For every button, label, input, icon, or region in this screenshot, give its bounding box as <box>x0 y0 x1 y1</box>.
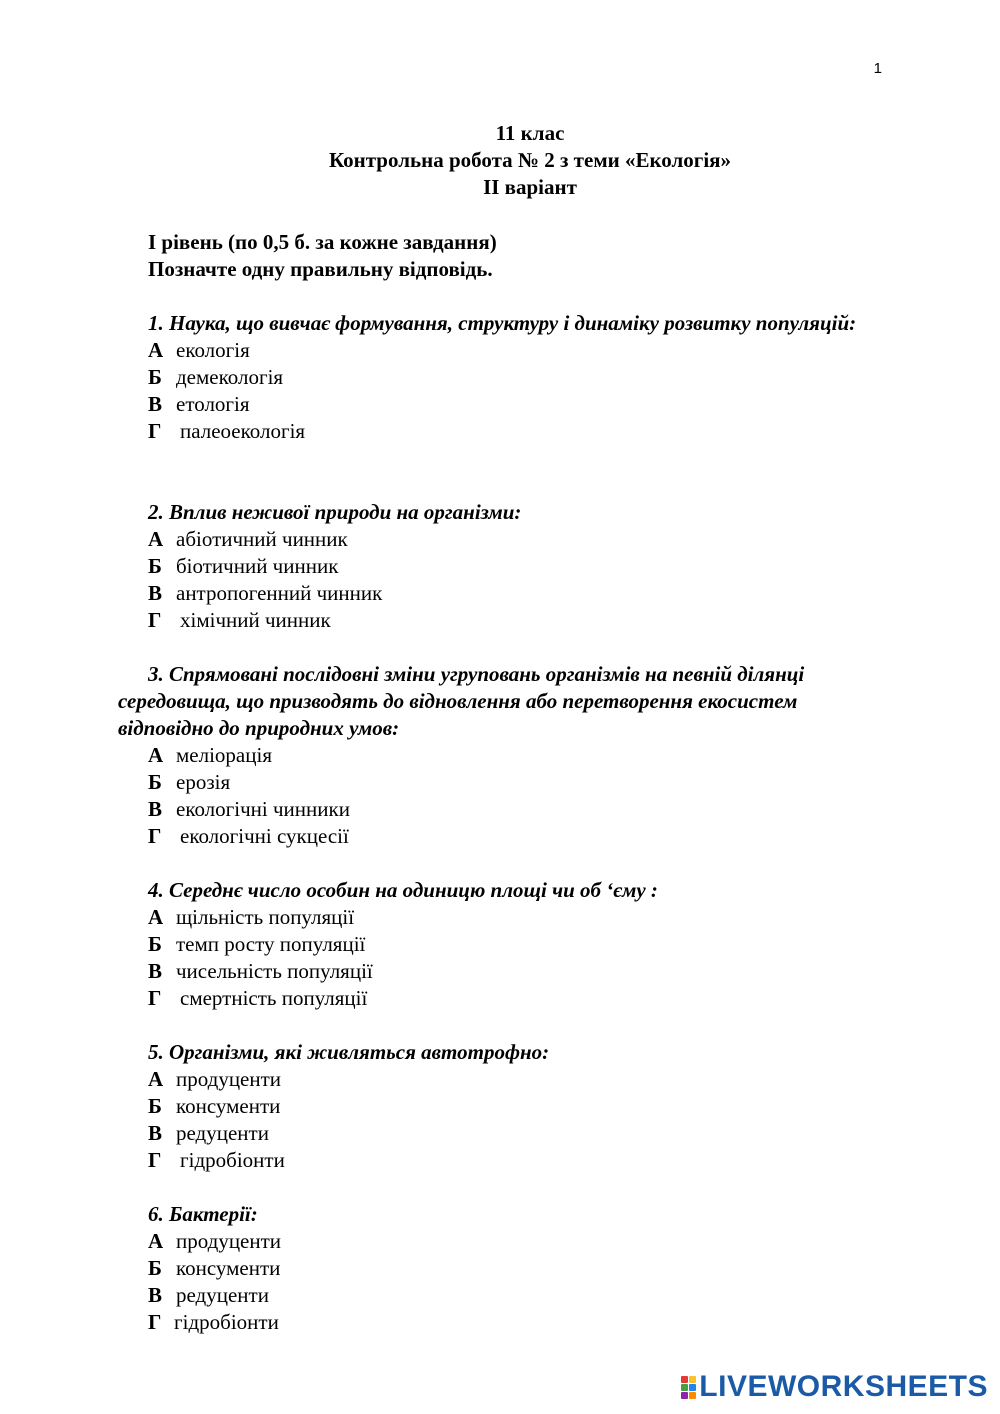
answer-option-a[interactable]: А продуценти <box>148 1067 282 1091</box>
answer-option-b[interactable]: Б консументи <box>148 1256 281 1280</box>
question-text: 5. Організми, які живляться автотрофно: <box>148 1040 550 1064</box>
question-6 <box>118 1201 898 1336</box>
answer-option-b[interactable]: Б ерозія <box>148 770 231 794</box>
answer-option-g[interactable]: Г гідробіонти <box>148 1310 279 1334</box>
answer-option-a[interactable]: А екологія <box>148 338 250 362</box>
answer-option-b[interactable]: Б демекологія <box>148 365 284 389</box>
answer-option-g[interactable]: Г гідробіонти <box>148 1148 285 1172</box>
grade-label: 11 клас <box>495 121 565 145</box>
liveworksheets-logo[interactable] <box>681 1370 988 1404</box>
answer-option-b[interactable]: Б біотичний чинник <box>148 554 339 578</box>
answer-option-v[interactable]: В редуценти <box>148 1121 269 1145</box>
logo-blocks-icon <box>681 1376 696 1399</box>
question-2 <box>118 499 898 634</box>
answer-option-v[interactable]: В екологічні чинники <box>148 797 350 821</box>
logo-block <box>681 1376 688 1383</box>
question-5 <box>118 1039 898 1174</box>
answer-option-v[interactable]: В антропогенний чинник <box>148 581 383 605</box>
logo-block <box>689 1392 696 1399</box>
variant-label: ІІ варіант <box>483 175 577 199</box>
answer-option-g[interactable]: Г хімічний чинник <box>148 608 331 632</box>
question-3 <box>118 661 898 850</box>
level-instruction: Позначте одну правильну відповідь. <box>148 257 493 281</box>
logo-block <box>689 1384 696 1391</box>
level-section <box>148 229 497 283</box>
answer-option-a[interactable]: А абіотичний чинник <box>148 527 348 551</box>
document-header <box>0 120 1000 201</box>
question-text: 6. Бактерії: <box>148 1202 258 1226</box>
page-number: 1 <box>873 60 882 77</box>
logo-block <box>681 1392 688 1399</box>
page-title: Контрольна робота № 2 з теми «Екологія» <box>328 148 732 172</box>
question-text: 1. Наука, що вивчає формування, структуру і динаміку розвитку популяцій: <box>148 311 857 335</box>
question-text: 2. Вплив неживої природи на організми: <box>148 500 522 524</box>
answer-option-g[interactable]: Г палеоекологія <box>148 419 306 443</box>
logo-block <box>681 1384 688 1391</box>
question-4 <box>118 877 898 1012</box>
answer-option-g[interactable]: Г екологічні сукцесії <box>148 824 349 848</box>
question-1 <box>118 310 898 445</box>
answer-option-a[interactable]: А щільність популяції <box>148 905 355 929</box>
answer-option-b[interactable]: Б темп росту популяції <box>148 932 366 956</box>
logo-block <box>689 1376 696 1383</box>
logo-text: LIVEWORKSHEETS <box>699 1370 988 1403</box>
answer-option-a[interactable]: А меліорація <box>148 743 272 767</box>
answer-option-v[interactable]: В чисельність популяції <box>148 959 373 983</box>
question-text: 3. Спрямовані послідовні зміни угруповань організмів на певній ділянці середовища, що призводять до відновлення або перетворення екосистем відповідно до природних умов: <box>118 662 805 740</box>
answer-option-b[interactable]: Б консументи <box>148 1094 281 1118</box>
answer-option-a[interactable]: А продуценти <box>148 1229 282 1253</box>
answer-option-v[interactable]: В редуценти <box>148 1283 269 1307</box>
level-title: І рівень (по 0,5 б. за кожне завдання) <box>148 230 497 254</box>
question-text: 4. Середнє число особин на одиницю площі чи об ‘єму : <box>148 878 658 902</box>
answer-option-g[interactable]: Г смертність популяції <box>148 986 368 1010</box>
answer-option-v[interactable]: В етологія <box>148 392 250 416</box>
